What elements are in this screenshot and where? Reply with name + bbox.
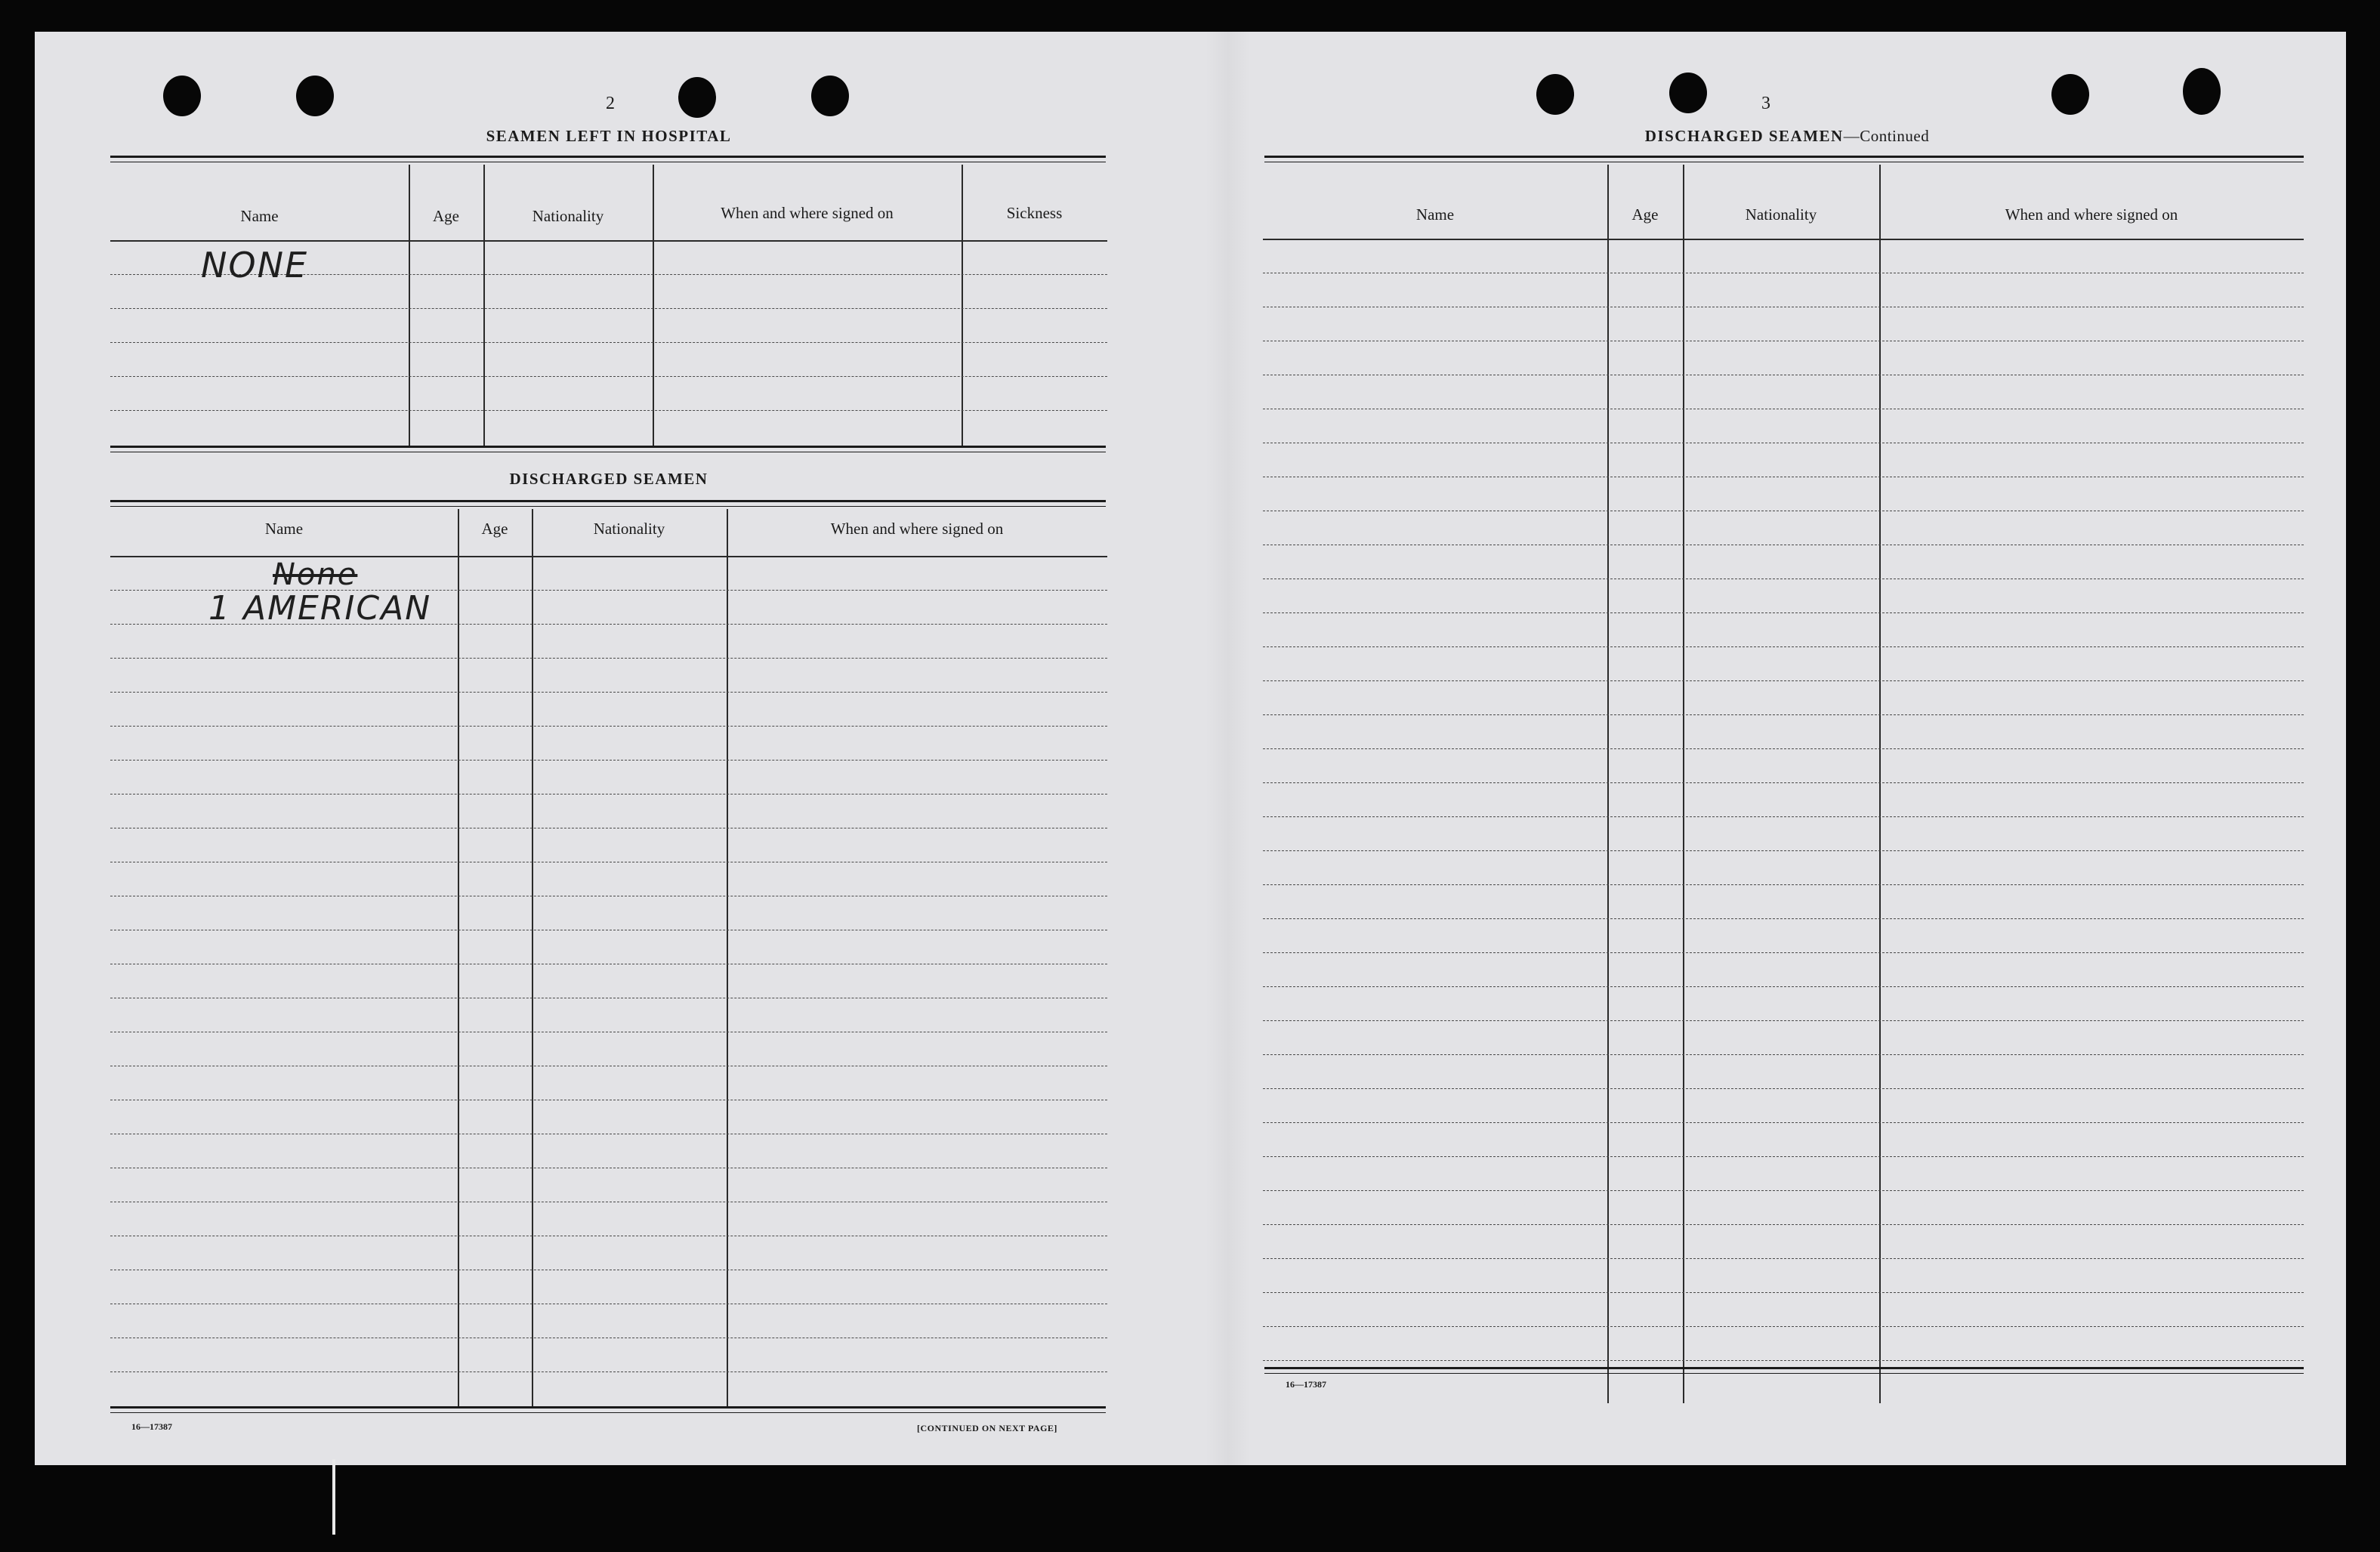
col-divider [1879, 165, 1881, 1403]
row-line [110, 794, 1107, 795]
hospital-table [110, 165, 1107, 448]
punch-hole [163, 76, 201, 116]
row-line [110, 308, 1107, 309]
header-rule [1263, 239, 2304, 240]
row-line [1263, 680, 2304, 681]
col-header-nationality: Nationality [532, 207, 604, 225]
col-divider [532, 509, 533, 1406]
form-sheet [35, 32, 2346, 1465]
col-header-sickness: Sickness [1006, 204, 1063, 222]
row-line [1263, 1190, 2304, 1191]
col-header-age: Age [433, 207, 459, 225]
col-divider [727, 509, 728, 1406]
col-header-name: Name [1415, 205, 1455, 224]
discharged-bottom-rule [110, 1406, 1106, 1409]
row-line [110, 692, 1107, 693]
discharged-table-left [110, 509, 1107, 1406]
discharged-continued-title [1493, 127, 2082, 146]
row-line [1263, 748, 2304, 749]
form-code-right: 16—17387 [1286, 1379, 1326, 1390]
form-code-left: 16—17387 [131, 1421, 172, 1432]
col-divider [458, 509, 459, 1406]
row-line [110, 342, 1107, 343]
page-gutter [1205, 32, 1251, 1465]
row-line [1263, 1020, 2304, 1021]
row-line [1263, 816, 2304, 817]
punch-hole [1536, 74, 1574, 115]
row-line [1263, 1088, 2304, 1089]
row-line [1263, 918, 2304, 919]
row-line [1263, 952, 2304, 953]
row-line [1263, 1292, 2304, 1293]
punch-hole [2183, 68, 2221, 115]
row-line [110, 760, 1107, 761]
col-header-nationality: Nationality [1745, 205, 1817, 224]
col-header-name: Name [264, 520, 304, 538]
col-divider [1607, 165, 1609, 1403]
discharged-top-rule [110, 500, 1106, 502]
discharged-continued-title-main: DISCHARGED SEAMEN [1644, 127, 1844, 145]
row-line [1263, 1258, 2304, 1259]
col-header-age: Age [481, 520, 508, 538]
col-header-name: Name [240, 207, 279, 225]
hospital-top-rule [110, 156, 1106, 158]
row-line [110, 376, 1107, 377]
row-line [110, 658, 1107, 659]
row-line [1263, 1224, 2304, 1225]
discharged-section-title: DISCHARGED SEAMEN [509, 470, 708, 488]
scan-margin-mark [332, 1459, 335, 1535]
hospital-section-title: SEAMEN LEFT IN HOSPITAL [486, 127, 732, 145]
header-rule [110, 240, 1107, 242]
col-header-signed-on: When and where signed on [721, 204, 894, 222]
row-line [1263, 1326, 2304, 1327]
row-line [1263, 986, 2304, 987]
row-line [110, 410, 1107, 411]
row-line [110, 1371, 1107, 1372]
punch-hole [2051, 74, 2089, 115]
handwritten-struck-entry: None [273, 557, 358, 592]
continued-note: [CONTINUED ON NEXT PAGE] [917, 1423, 1057, 1433]
discharged-bottom-rule-thin [110, 1412, 1106, 1413]
right-bottom-rule [1264, 1367, 2304, 1369]
col-header-signed-on: When and where signed on [2005, 205, 2178, 224]
row-line [1263, 1360, 2304, 1361]
punch-hole [1669, 73, 1707, 113]
page-number-left: 2 [606, 94, 615, 113]
right-bottom-rule-thin [1264, 1373, 2304, 1374]
punch-hole [678, 77, 716, 118]
handwritten-entry: 1 AMERICAN [208, 589, 432, 628]
punch-hole [296, 76, 334, 116]
punch-hole [811, 76, 849, 116]
discharged-table-right [1263, 165, 2304, 1403]
header-rule [110, 556, 1107, 557]
col-header-age: Age [1631, 205, 1659, 224]
row-line [1263, 612, 2304, 613]
discharged-top-rule-thin [110, 506, 1106, 507]
row-line [1263, 850, 2304, 851]
col-header-nationality: Nationality [593, 520, 665, 538]
row-line [1263, 646, 2304, 647]
row-line [1263, 884, 2304, 885]
row-line [1263, 782, 2304, 783]
row-line [1263, 1122, 2304, 1123]
page-number-right: 3 [1761, 94, 1770, 113]
row-line [1263, 1156, 2304, 1157]
row-line [1263, 714, 2304, 715]
col-divider [1683, 165, 1684, 1403]
col-header-signed-on: When and where signed on [830, 520, 1004, 538]
row-line [110, 726, 1107, 727]
row-line [1263, 1054, 2304, 1055]
hospital-bottom-rule [110, 446, 1106, 448]
discharged-continued-title-suffix: —Continued [1843, 127, 1930, 145]
right-top-rule [1264, 156, 2304, 158]
handwritten-entry: NONE [201, 245, 309, 285]
